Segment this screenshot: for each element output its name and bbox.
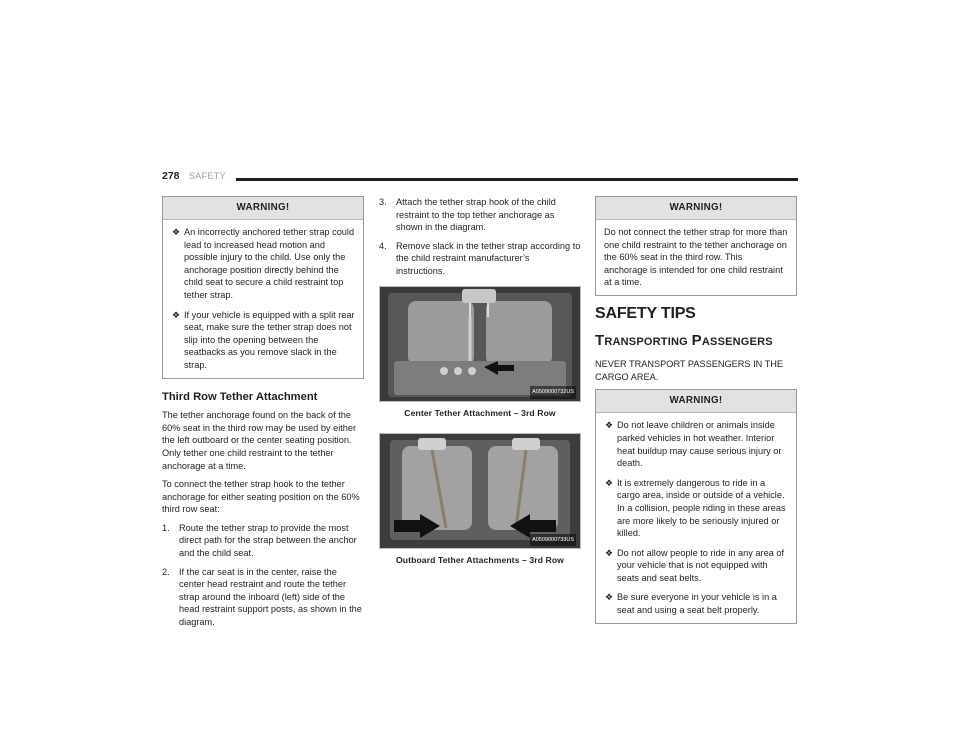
center-tether-illustration (380, 287, 580, 401)
warning-box-anchor (162, 196, 364, 379)
warning-bullet: ❖ Do not allow people to ride in any area of your vehicle that is not equipped with seats and seat belts. (605, 547, 785, 583)
header-rule (236, 178, 798, 181)
warning-bullet: ❖ An incorrectly anchored tether strap could lead to increased head motion and possible injury to the child. Use only the anchorage position directly behind the child seat to secure a child restraint top tether strap. (172, 227, 355, 300)
page-number: 278 (162, 170, 180, 182)
paragraph: To connect the tether strap hook to the tether anchorage for either seating position on the 60% third row seat: (162, 479, 360, 515)
figure-caption: Outboard Tether Attachments – 3rd Row (396, 555, 564, 566)
paragraph: The tether anchorage found on the back of the 60% seat in the third row may be used by either the left outboard or the center seating position. Only tether one child restraint to the tether anchorage at a time. (162, 410, 357, 471)
warning-box-tether (595, 196, 797, 296)
step-list (162, 522, 364, 629)
warning-bullet-list (604, 419, 788, 616)
figure-caption: Center Tether Attachment – 3rd Row (404, 407, 556, 418)
figure-code: A0509000732US (530, 386, 576, 399)
step-item: 1. Route the tether strap to provide the most direct path for the strap between the anchor and the child seat. (162, 522, 357, 559)
page-header (162, 170, 798, 184)
column-right (595, 196, 797, 624)
warning-bullet-list (171, 226, 355, 372)
step-item: 4. Remove slack in the tether strap according to the child restraint manufacturer’s instructions. (379, 240, 581, 276)
warning-bullet: ❖ Be sure everyone in your vehicle is in a seat and using a seat belt properly. (605, 592, 777, 616)
column-left (162, 196, 364, 635)
step-item: 2. If the car seat is in the center, raise the center head restraint and route the tether strap around the inboard (left) side of the head restraint support posts, as shown in the diagram. (162, 566, 362, 628)
warning-bullet: ❖ If your vehicle is equipped with a split rear seat, make sure the tether strap does not slip into the opening between the seatbacks as you remove slack in the strap. (172, 309, 355, 370)
bullet-diamond-icon: ❖ (605, 592, 614, 603)
section-title: SAFETY TIPS (595, 304, 696, 322)
warning-title: WARNING! (596, 197, 796, 220)
figure-center-tether (379, 286, 581, 402)
step-list (379, 196, 581, 278)
bullet-diamond-icon: ❖ (605, 477, 614, 488)
bullet-diamond-icon: ❖ (605, 420, 614, 431)
bullet-diamond-icon: ❖ (172, 227, 181, 237)
bullet-diamond-icon: ❖ (172, 309, 181, 320)
figure-code: A0509000733US (530, 534, 576, 547)
notice-text: NEVER TRANSPORT PASSENGERS IN THE CARGO AREA. (595, 359, 784, 382)
warning-box-passengers (595, 389, 797, 623)
section-heading: Third Row Tether Attachment (162, 390, 318, 403)
section-name: SAFETY (189, 171, 226, 181)
subsection-title: TRANSPORTING PASSENGERS (595, 331, 773, 349)
outboard-tether-illustration (380, 434, 580, 548)
figure-outboard-tether (379, 433, 581, 549)
warning-text: Do not connect the tether strap for more than one child restraint to the tether anchorage on the 60% seat in the third row. This anchorage is intended for one child restraint at a time. (604, 227, 788, 288)
warning-title: WARNING! (163, 197, 363, 220)
warning-bullet: ❖ It is extremely dangerous to ride in a cargo area, inside or outside of a vehicle. In a collision, people riding in these areas are more likely to be seriously injured or killed. (605, 477, 786, 539)
step-item: 3. Attach the tether strap hook of the child restraint to the top tether anchorage as shown in the diagram. (379, 197, 556, 233)
warning-bullet: ❖ Do not leave children or animals inside parked vehicles in hot weather. Interior heat buildup may cause serious injury or death. (605, 420, 782, 469)
bullet-diamond-icon: ❖ (605, 547, 614, 558)
warning-title: WARNING! (596, 390, 796, 413)
column-middle (379, 196, 581, 567)
